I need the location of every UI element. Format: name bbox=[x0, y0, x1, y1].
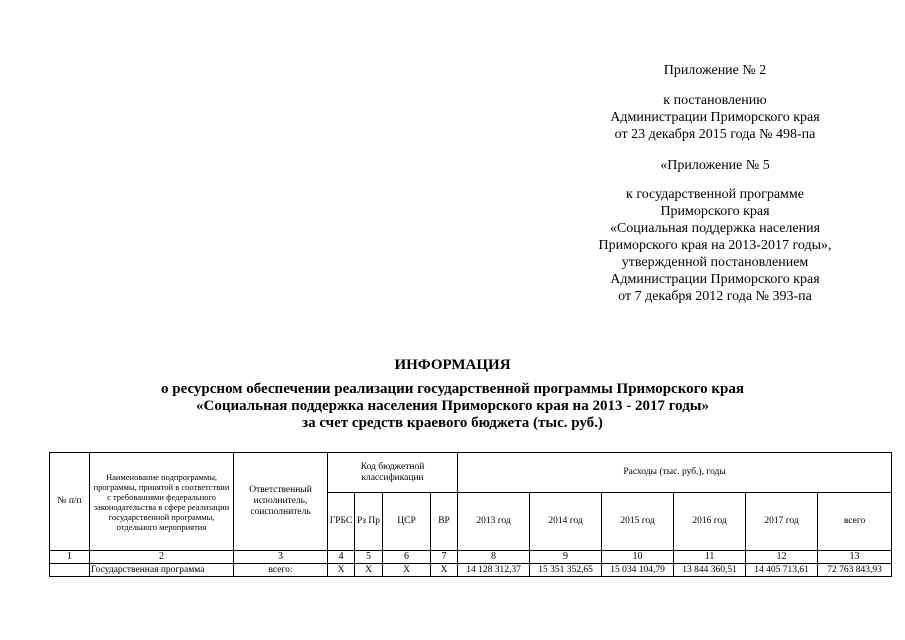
header-executor: Ответственный исполнитель, соисполнитель bbox=[234, 453, 328, 551]
cell-name: Государственная программа bbox=[90, 564, 234, 577]
appendix-ref-line: Администрации Приморского края bbox=[610, 272, 820, 287]
cell-executor: всего: bbox=[234, 564, 328, 577]
cell-vr: X bbox=[431, 564, 458, 577]
appendix-ref-line: утвержденной постановлением bbox=[621, 255, 809, 270]
column-number: 5 bbox=[355, 551, 383, 564]
header-total: всего bbox=[818, 493, 892, 551]
cell-rzpr: X bbox=[355, 564, 383, 577]
cell-year-2017: 14 405 713,61 bbox=[746, 564, 818, 577]
cell-year-2016: 13 844 360,51 bbox=[674, 564, 746, 577]
appendix-ref-line: от 23 декабря 2015 года № 498-па bbox=[614, 127, 816, 142]
cell-year-2013: 14 128 312,37 bbox=[458, 564, 530, 577]
header-year-2013: 2013 год bbox=[458, 493, 530, 551]
column-number: 10 bbox=[602, 551, 674, 564]
column-number: 8 bbox=[458, 551, 530, 564]
appendix-ref-line: Приморского края на 2013-2017 годы», bbox=[598, 238, 832, 253]
appendix-number: «Приложение № 5 bbox=[660, 158, 770, 173]
column-number: 4 bbox=[328, 551, 355, 564]
table-row bbox=[50, 564, 892, 577]
appendix-ref-line: Приморского края bbox=[660, 204, 770, 219]
column-number: 6 bbox=[383, 551, 431, 564]
document-subtitle: «Социальная поддержка населения Приморского края на 2013 - 2017 годы» bbox=[196, 398, 709, 414]
appendix-number: Приложение № 2 bbox=[663, 63, 767, 78]
header-budget-code: Код бюджетной классификации bbox=[328, 453, 458, 493]
column-number: 7 bbox=[431, 551, 458, 564]
column-number-row bbox=[50, 551, 892, 564]
column-number: 11 bbox=[674, 551, 746, 564]
appendix-ref-line: к постановлению bbox=[663, 93, 767, 108]
document-title: ИНФОРМАЦИЯ bbox=[394, 357, 511, 373]
appendix-ref-line: от 7 декабря 2012 года № 393-па bbox=[618, 289, 812, 304]
cell-grbs: X bbox=[328, 564, 355, 577]
cell-year-2014: 15 351 352,65 bbox=[530, 564, 602, 577]
header-number: № п/п bbox=[50, 453, 90, 551]
column-number: 12 bbox=[746, 551, 818, 564]
header-vr: ВР bbox=[431, 493, 458, 551]
header-year-2016: 2016 год bbox=[674, 493, 746, 551]
budget-table bbox=[49, 452, 892, 577]
header-grbs: ГРБС bbox=[328, 493, 355, 551]
header-csr: ЦСР bbox=[383, 493, 431, 551]
appendix-ref-line: Администрации Приморского края bbox=[610, 110, 820, 125]
cell-csr: X bbox=[383, 564, 431, 577]
column-number: 3 bbox=[234, 551, 328, 564]
appendix-ref-line: «Социальная поддержка населения bbox=[609, 221, 821, 236]
header-year-2017: 2017 год bbox=[746, 493, 818, 551]
cell-number bbox=[50, 564, 90, 577]
document-subtitle: о ресурсном обеспечении реализации государственной программы Приморского края bbox=[161, 381, 744, 397]
cell-total: 72 763 843,93 bbox=[818, 564, 892, 577]
column-number: 2 bbox=[90, 551, 234, 564]
header-year-2015: 2015 год bbox=[602, 493, 674, 551]
column-number: 13 bbox=[818, 551, 892, 564]
appendix-ref-line: к государственной программе bbox=[626, 187, 804, 202]
header-year-2014: 2014 год bbox=[530, 493, 602, 551]
column-number: 1 bbox=[50, 551, 90, 564]
header-rzpr: Рз Пр bbox=[355, 493, 383, 551]
cell-year-2015: 15 034 104,79 bbox=[602, 564, 674, 577]
document-subtitle: за счет средств краевого бюджета (тыс. руб.) bbox=[302, 415, 603, 431]
header-expenses: Расходы (тыс. руб.), годы bbox=[458, 453, 892, 493]
table-header-row bbox=[50, 453, 892, 493]
header-name: Наименование подпрограммы, программы, принятой в соответствии с требованиями федерального законодательства в сфере реализации государственной программы, отдельного мероприятия bbox=[90, 453, 234, 551]
column-number: 9 bbox=[530, 551, 602, 564]
